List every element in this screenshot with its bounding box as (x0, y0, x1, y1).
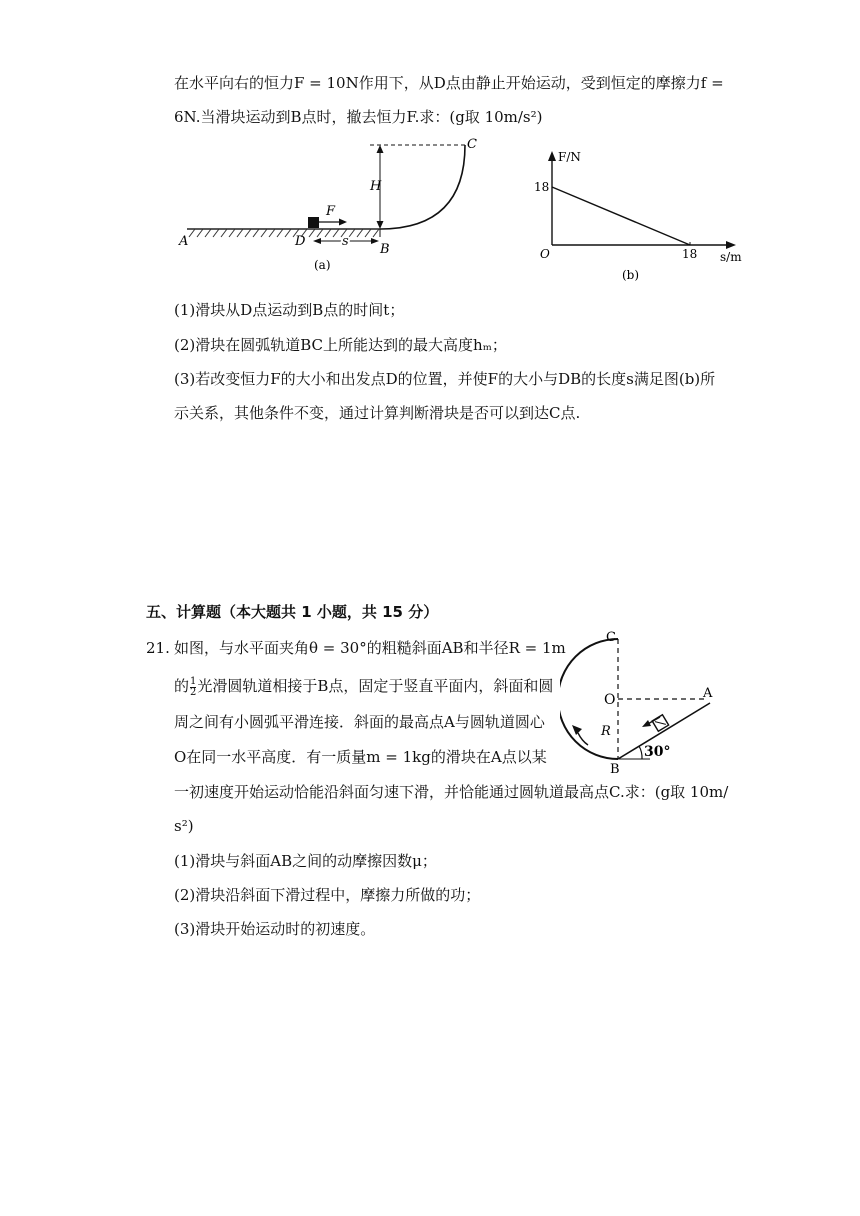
label-D: D (295, 234, 306, 249)
q21-line-2-rest: 光滑圆轨道相接于B点，固定于竖直平面内，斜面和圆 (197, 677, 554, 695)
fraction-numerator: 1 (190, 675, 197, 687)
ground-hatch (189, 229, 379, 237)
caption-a: (a) (314, 258, 331, 272)
q20-part-3-line-1: (3)若改变恒力F的大小和出发点D的位置，并使F的大小与DB的长度s满足图(b)所 (174, 370, 716, 388)
y-tick-label: 18 (534, 180, 550, 194)
fraction-one-half (190, 677, 196, 698)
q20-text-line-2: 6N.当滑块运动到B点时，撤去恒力F.求：(g取 10m/s²) (174, 108, 543, 126)
distance-arrow (371, 238, 379, 244)
q21-number: 21. (146, 639, 170, 657)
label-O: O (604, 692, 616, 708)
label-F: F (326, 204, 336, 219)
label-s: s (342, 234, 349, 249)
figure-b (530, 145, 760, 285)
q20-part-1: (1)滑块从D点运动到B点的时间t； (174, 301, 405, 319)
label-angle: 30° (644, 744, 671, 760)
figure-q21 (560, 625, 730, 775)
q21-text-line-1: 如图，与水平面夹角θ = 30°的粗糙斜面AB和半径R = 1m (174, 639, 566, 657)
label-R: R (601, 724, 611, 739)
q21-text-line-5: 一初速度开始运动恰能沿斜面匀速下滑，并恰能通过圆轨道最高点C.求：(g取 10m/ (174, 783, 729, 801)
label-B-q21: B (610, 762, 620, 775)
block (308, 217, 319, 228)
y-axis-label: F/N (558, 150, 581, 164)
circle-motion-arrow (572, 725, 582, 735)
arc-BC (380, 145, 465, 229)
q21-part-1: (1)滑块与斜面AB之间的动摩擦因数μ； (174, 852, 437, 870)
x-tick-label: 18 (682, 247, 698, 261)
height-arrow (377, 221, 384, 229)
figure-a (175, 135, 495, 275)
q21-text-line-6: s²) (174, 817, 194, 835)
label-B: B (380, 242, 390, 257)
label-A-q21: A (703, 686, 713, 701)
label-C: C (467, 137, 477, 152)
section-five-heading: 五、计算题（本大题共 1 小题，共 15 分） (146, 603, 439, 621)
q21-text-line-2 (174, 676, 553, 698)
label-C-q21: C (606, 630, 616, 645)
fraction-denominator: 2 (190, 686, 197, 698)
q20-part-2: (2)滑块在圆弧轨道BC上所能达到的最大高度hₘ； (174, 336, 507, 354)
q20-text-line-1: 在水平向右的恒力F = 10N作用下，从D点由静止开始运动，受到恒定的摩擦力f = (174, 74, 724, 92)
q21-text-line-3: 周之间有小圆弧平滑连接．斜面的最高点A与圆轨道圆心 (174, 713, 545, 731)
q20-part-3-line-2: 示关系，其他条件不变，通过计算判断滑块是否可以到达C点. (174, 404, 581, 422)
caption-b: (b) (622, 268, 640, 282)
q21-part-3: (3)滑块开始运动时的初速度。 (174, 920, 376, 938)
q21-line-2-prefix: 的 (174, 677, 190, 695)
origin-label: O (540, 247, 550, 261)
x-axis-label: s/m (720, 250, 742, 264)
q21-text-line-4: O在同一水平高度．有一质量m = 1kg的滑块在A点以某 (174, 748, 547, 766)
force-arrow (339, 219, 347, 226)
velocity-arrow (642, 720, 651, 727)
label-A: A (179, 234, 189, 249)
label-H: H (370, 179, 382, 194)
force-line (552, 187, 690, 245)
q21-part-2: (2)滑块沿斜面下滑过程中，摩擦力所做的功； (174, 886, 481, 904)
